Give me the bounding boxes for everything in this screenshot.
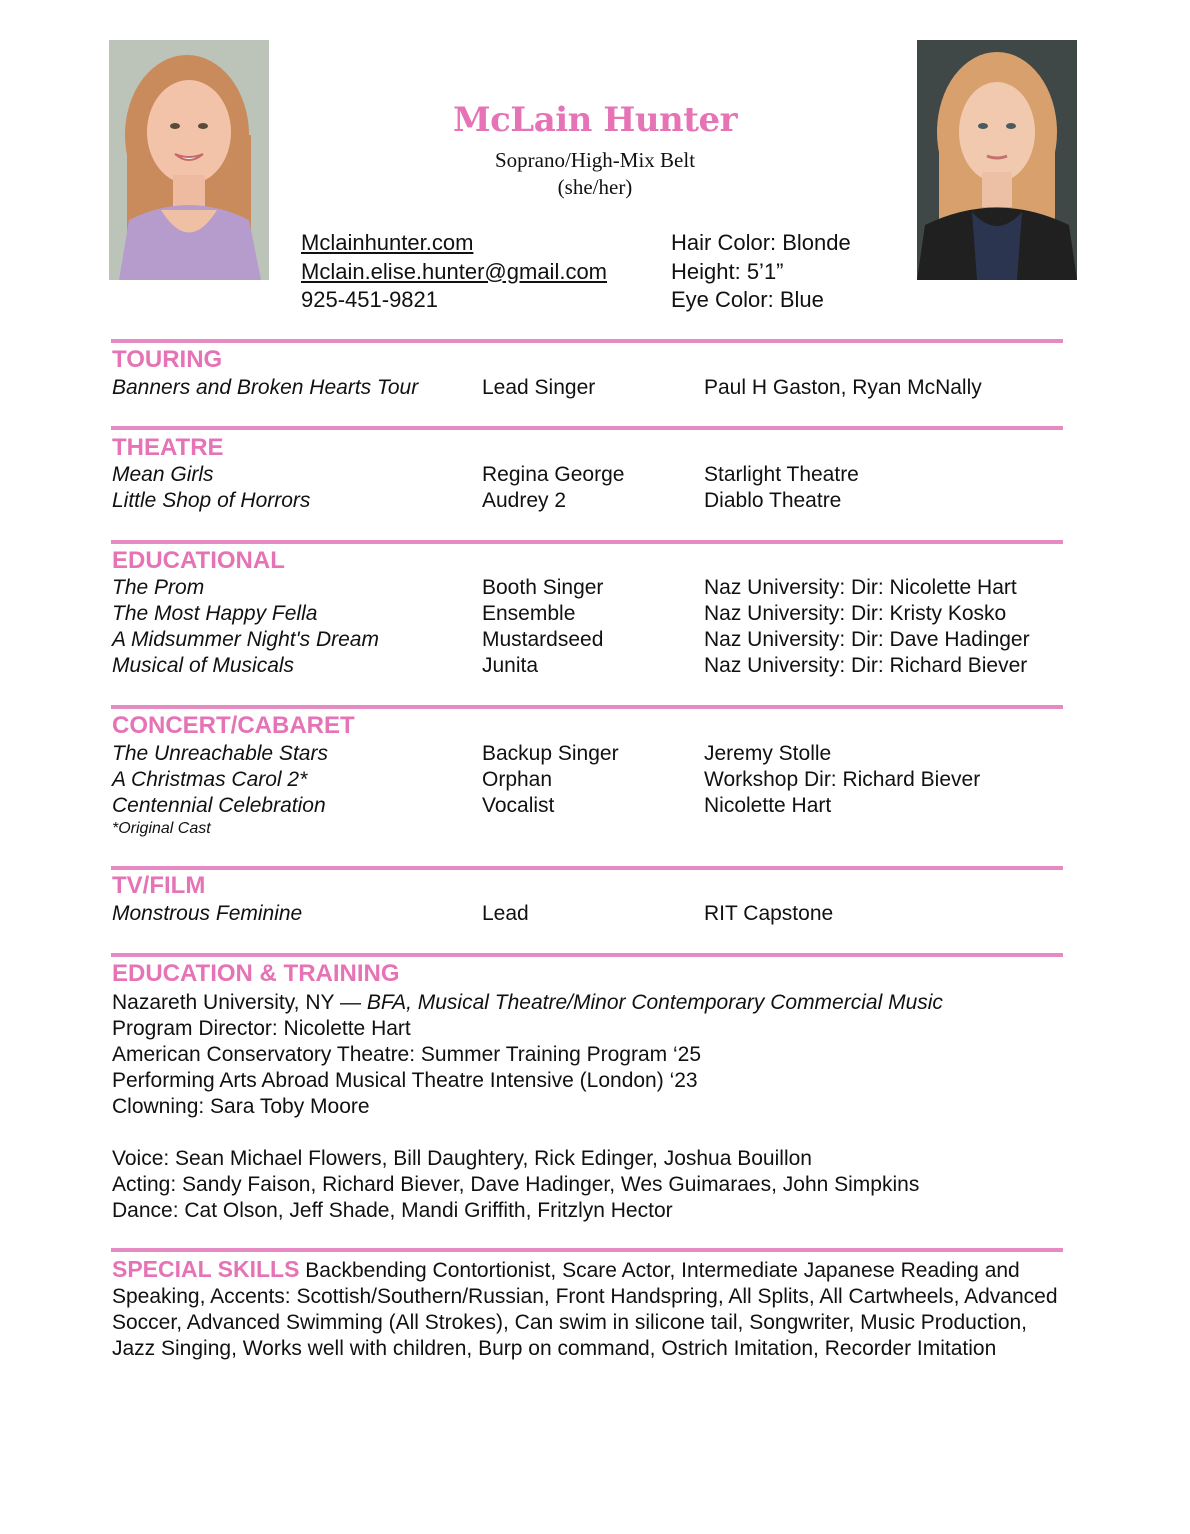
section-divider: [111, 705, 1063, 709]
company: Nicolette Hart: [704, 794, 832, 817]
role: Mustardseed: [482, 628, 604, 651]
credit-row: [0, 376, 1190, 402]
role: Audrey 2: [482, 489, 567, 512]
company: Paul H Gaston, Ryan McNally: [704, 376, 982, 399]
role: Booth Singer: [482, 576, 604, 599]
credit-row: [0, 463, 1190, 489]
show-title: Little Shop of Horrors: [112, 489, 311, 512]
section-title-skills: SPECIAL SKILLS: [112, 1256, 300, 1282]
section-title-education: EDUCATION & TRAINING: [112, 960, 400, 987]
teachers-list: [112, 1146, 919, 1224]
company: Jeremy Stolle: [704, 742, 832, 765]
section-title-theatre: THEATRE: [112, 434, 224, 461]
show-title: Monstrous Feminine: [112, 902, 303, 925]
training-line: Performing Arts Abroad Musical Theatre Intensive (London) ‘23: [112, 1069, 698, 1092]
credit-row: [0, 902, 1190, 928]
role: Lead: [482, 902, 529, 925]
degree: BFA, Musical Theatre/Minor Contemporary Commercial Music: [366, 991, 943, 1014]
section-title-tvfilm: TV/FILM: [112, 872, 206, 899]
show-title: The Most Happy Fella: [112, 602, 318, 625]
section-divider: [111, 953, 1063, 957]
dance-teachers: Dance: Cat Olson, Jeff Shade, Mandi Griffith, Fritzlyn Hector: [112, 1199, 673, 1222]
school-name: Nazareth University, NY —: [112, 991, 367, 1014]
email-link[interactable]: Mclain.elise.hunter@gmail.com: [301, 258, 608, 284]
height: Height: 5’1”: [671, 258, 784, 284]
original-cast-note: *Original Cast: [112, 820, 211, 837]
training-line: Clowning: Sara Toby Moore: [112, 1095, 370, 1118]
credit-row: [0, 794, 1190, 820]
role: Junita: [482, 654, 539, 677]
acting-teachers: Acting: Sandy Faison, Richard Biever, Dave Hadinger, Wes Guimaraes, John Simpkins: [112, 1173, 920, 1196]
credit-row: [0, 602, 1190, 628]
company: Naz University: Dir: Richard Biever: [704, 654, 1028, 677]
role: Ensemble: [482, 602, 576, 625]
section-divider: [111, 866, 1063, 870]
credit-row: [0, 489, 1190, 515]
show-title: The Prom: [112, 576, 205, 599]
section-title-educational: EDUCATIONAL: [112, 547, 285, 574]
pronouns: (she/her): [557, 175, 633, 199]
company: Naz University: Dir: Dave Hadinger: [704, 628, 1030, 651]
show-title: A Christmas Carol 2*: [112, 768, 308, 791]
special-skills: [112, 1256, 1072, 1362]
show-title: Centennial Celebration: [112, 794, 326, 817]
show-title: A Midsummer Night's Dream: [112, 628, 379, 651]
credit-row: [0, 742, 1190, 768]
phone-number: 925-451-9821: [301, 287, 439, 312]
education-list: [112, 990, 943, 1120]
section-divider: [111, 426, 1063, 430]
credit-row: [0, 768, 1190, 794]
credit-row: [0, 654, 1190, 680]
company: Starlight Theatre: [704, 463, 859, 486]
company: Workshop Dir: Richard Biever: [704, 768, 981, 791]
role: Vocalist: [482, 794, 555, 817]
credit-row: [0, 628, 1190, 654]
role: Backup Singer: [482, 742, 619, 765]
training-line: American Conservatory Theatre: Summer Training Program ‘25: [112, 1043, 702, 1066]
degree-line: [112, 990, 943, 1016]
credit-row: [0, 576, 1190, 602]
role: Orphan: [482, 768, 553, 791]
show-title: Banners and Broken Hearts Tour: [112, 376, 419, 399]
physical-stats: [671, 229, 851, 315]
website-link[interactable]: Mclainhunter.com: [301, 230, 474, 255]
role: Lead Singer: [482, 376, 596, 399]
company: RIT Capstone: [704, 902, 834, 925]
eye-color: Eye Color: Blue: [671, 287, 824, 312]
show-title: Mean Girls: [112, 463, 214, 486]
contact-info: [301, 229, 607, 315]
hair-color: Hair Color: Blonde: [671, 230, 851, 255]
company: Naz University: Dir: Kristy Kosko: [704, 602, 1007, 625]
company: Naz University: Dir: Nicolette Hart: [704, 576, 1017, 599]
voice-teachers: Voice: Sean Michael Flowers, Bill Daughtery, Rick Edinger, Joshua Bouillon: [112, 1147, 812, 1170]
voice-type: Soprano/High-Mix Belt: [494, 148, 696, 172]
actor-name: McLain Hunter: [452, 100, 738, 140]
show-title: The Unreachable Stars: [112, 742, 328, 765]
section-divider: [111, 540, 1063, 544]
training-line: Program Director: Nicolette Hart: [112, 1017, 411, 1040]
show-title: Musical of Musicals: [112, 654, 295, 677]
section-title-touring: TOURING: [112, 346, 223, 373]
section-divider: [111, 1248, 1063, 1252]
section-divider: [111, 339, 1063, 343]
section-title-concert: CONCERT/CABARET: [112, 712, 355, 739]
role: Regina George: [482, 463, 625, 486]
company: Diablo Theatre: [704, 489, 842, 512]
skills-text: Backbending Contortionist, Scare Actor, Intermediate Japanese Reading and Speaking, Accents: Scottish/Southern/Russian, Front Handspring, All Splits, All Cartwheels, Advanced Soccer, Advanced Swimming (All Strokes), Can swim in silicone tail, Songwriter, Music Production, Jazz Singing, Works well with children, Burp on command, Ostrich Imitation, Recorder Imitation: [112, 1259, 1058, 1360]
